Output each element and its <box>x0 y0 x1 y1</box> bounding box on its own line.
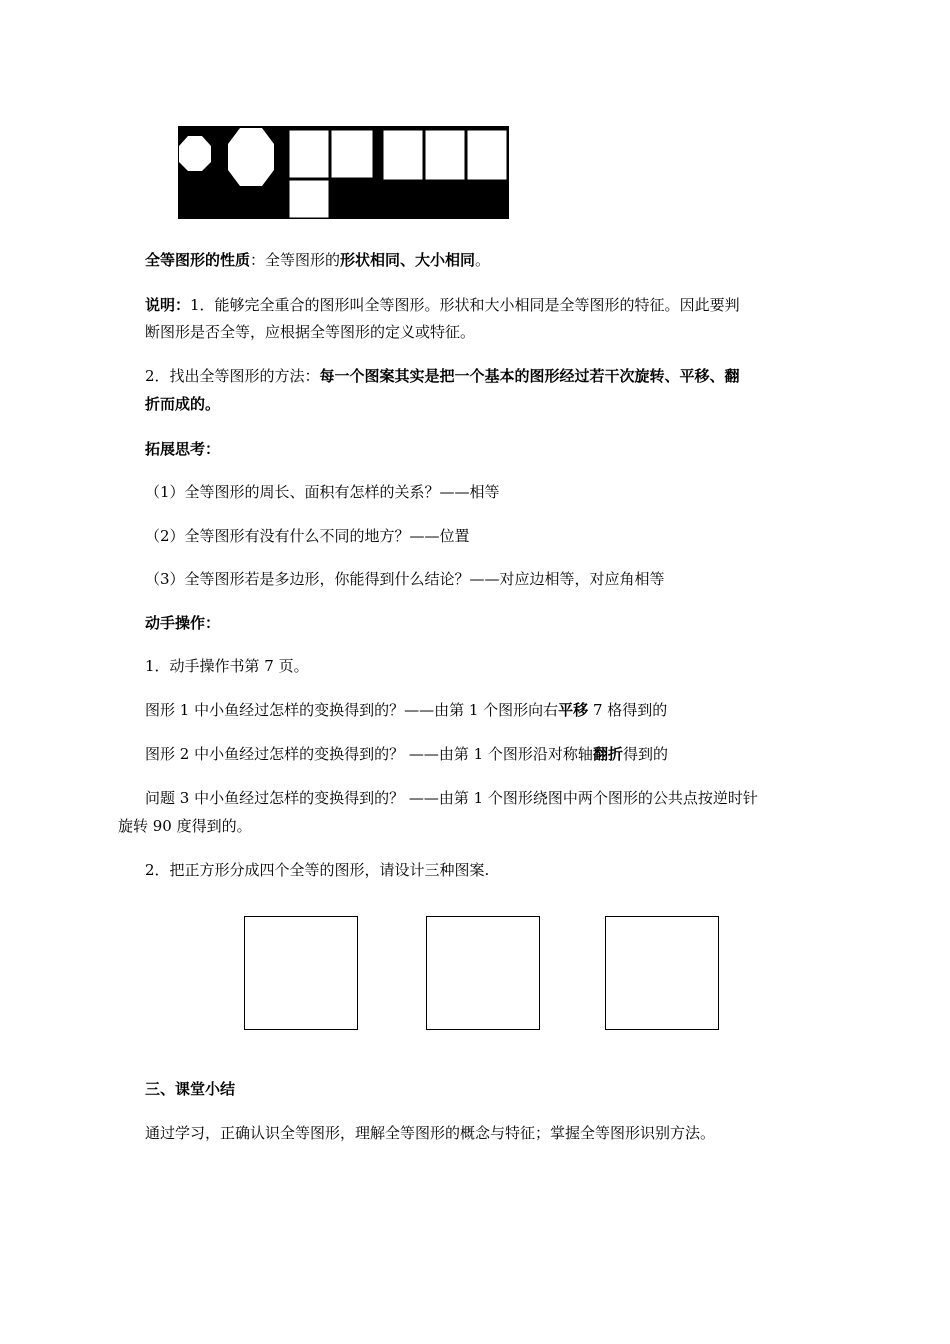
hands-on-item-2: 2．把正方形分成四个全等的图形，请设计三种图案. <box>145 861 490 879</box>
small-octagon <box>179 136 211 171</box>
design-square-2 <box>426 916 540 1030</box>
method-prefix: 2．找出全等图形的方法： <box>145 367 320 385</box>
square-4 <box>383 130 423 180</box>
extension-heading: 拓展思考： <box>145 440 221 458</box>
square-6 <box>467 130 507 180</box>
hands-on-fig1 <box>145 700 667 720</box>
square-5 <box>425 130 465 180</box>
hands-on-item-1: 1．动手操作书第 7 页。 <box>145 657 309 675</box>
hands-on-heading: 动手操作： <box>145 614 221 632</box>
extension-q1: （1）全等图形的周长、面积有怎样的关系？——相等 <box>145 483 500 501</box>
design-square-1 <box>244 916 358 1030</box>
extension-q2: （2）全等图形有没有什么不同的地方？——位置 <box>145 527 470 545</box>
summary-text: 通过学习，正确认识全等图形，理解全等图形的概念与特征；掌握全等图形识别方法。 <box>145 1124 716 1142</box>
extension-q3: （3）全等图形若是多边形，你能得到什么结论？——对应边相等，对应角相等 <box>145 570 665 588</box>
explanation-line-2: 断图形是否全等，应根据全等图形的定义或特征。 <box>145 323 476 341</box>
square-2 <box>331 130 373 178</box>
fig1-text-a: 图形 1 中小鱼经过怎样的变换得到的？——由第 1 个图形向右 <box>145 701 559 719</box>
square-3 <box>289 180 329 218</box>
method-bold-1: 每一个图案其实是把一个基本的图形经过若干次旋转、平移、翻 <box>319 367 740 385</box>
explanation-label: 说明： <box>145 296 191 314</box>
properties-bold: 形状相同、大小相同 <box>340 251 476 269</box>
large-octagon <box>228 128 274 186</box>
explanation-line-1 <box>145 295 740 315</box>
fig2-text-c: 得到的 <box>622 745 668 763</box>
properties-end: 。 <box>475 251 491 269</box>
hands-on-fig2 <box>145 744 668 764</box>
explanation-text-1: 1．能够完全重合的图形叫全等图形。形状和大小相同是全等图形的特征。因此要判 <box>190 296 740 314</box>
hands-on-q3-line-2: 旋转 90 度得到的。 <box>118 817 252 835</box>
fig2-bold: 翻折 <box>592 745 623 763</box>
shapes-figure <box>178 126 509 219</box>
square-1 <box>289 130 329 178</box>
fig1-text-c: 7 格得到的 <box>588 701 668 719</box>
fig1-bold: 平移 <box>558 701 589 719</box>
properties-text: ：全等图形的 <box>250 251 341 269</box>
properties-label: 全等图形的性质 <box>145 251 251 269</box>
fig2-text-a: 图形 2 中小鱼经过怎样的变换得到的？ ——由第 1 个图形沿对称轴 <box>145 745 593 763</box>
method-line-1 <box>145 366 740 386</box>
hands-on-q3-line-1: 问题 3 中小鱼经过怎样的变换得到的？ ——由第 1 个图形绕图中两个图形的公共点按逆时针 <box>145 789 758 807</box>
method-line-2: 折而成的。 <box>145 395 221 413</box>
properties-line <box>145 250 490 270</box>
summary-heading: 三、课堂小结 <box>145 1080 236 1098</box>
design-square-3 <box>605 916 719 1030</box>
